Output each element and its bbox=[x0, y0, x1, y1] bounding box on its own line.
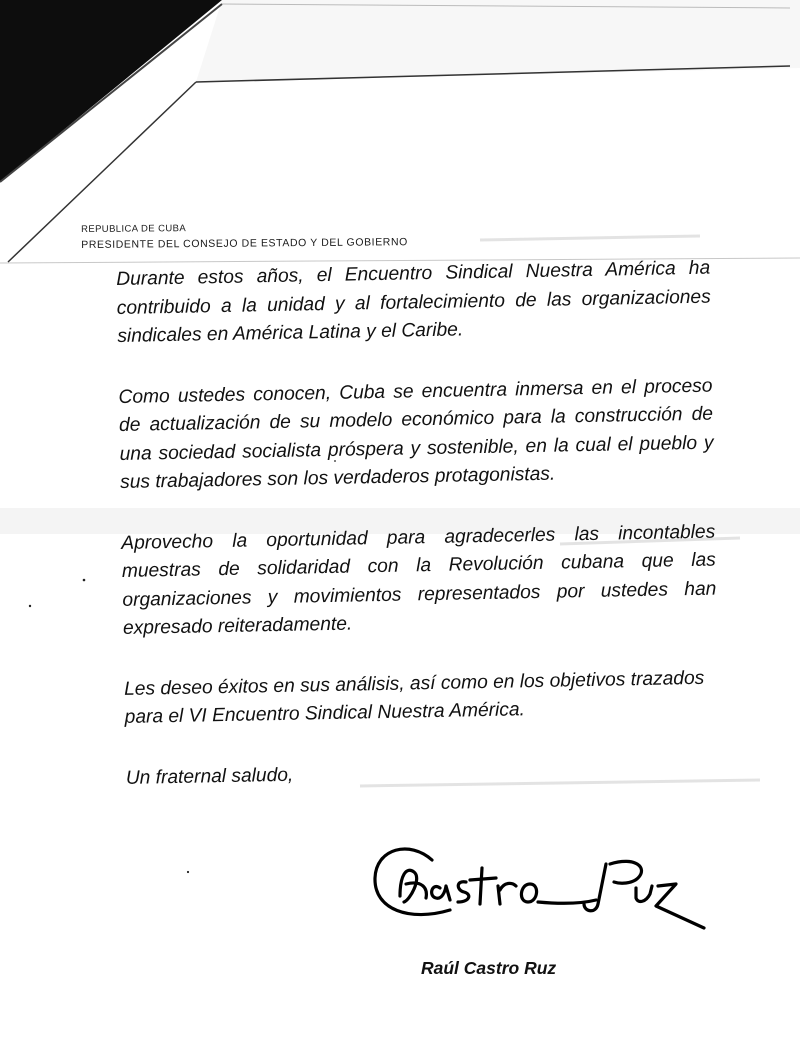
handwritten-signature bbox=[370, 838, 715, 938]
folded-flap bbox=[196, 0, 800, 82]
paragraph-4: Les deseo éxitos en sus análisis, así como en los objetivos trazados para el VI Encuentro Sindical Nuestra América. bbox=[123, 667, 705, 728]
closing-salutation: Un fraternal saludo, bbox=[125, 764, 294, 789]
letterhead-country: REPUBLICA DE CUBA bbox=[81, 223, 187, 235]
paragraph-1: Durante estos años, el Encuentro Sindical Nuestra América ha contribuido a la unidad y al fortalecimiento de las organizaciones sindicales en América Latina y el Caribe. bbox=[116, 257, 711, 347]
letter-body bbox=[116, 255, 720, 793]
letterhead-office: PRESIDENTE DEL CONSEJO DE ESTADO Y DEL GOBIERNO bbox=[81, 236, 408, 251]
letterhead bbox=[81, 221, 408, 251]
paragraph-3: Aprovecho la oportunidad para agradecerles las incontables muestras de solidaridad con la Revolución cubana que las organizaciones y movimientos representados por ustedes han expresado reiteradamente. bbox=[121, 521, 717, 639]
paragraph-2: Como ustedes conocen, Cuba se encuentra inmersa en el proceso de actualización de su modelo económico para la construcción de una sociedad socialista próspera y sostenible, en la cual el pueblo y sus trabajadores son los verdaderos protagonistas. bbox=[118, 375, 714, 493]
signatory-name: Raúl Castro Ruz bbox=[421, 958, 557, 978]
